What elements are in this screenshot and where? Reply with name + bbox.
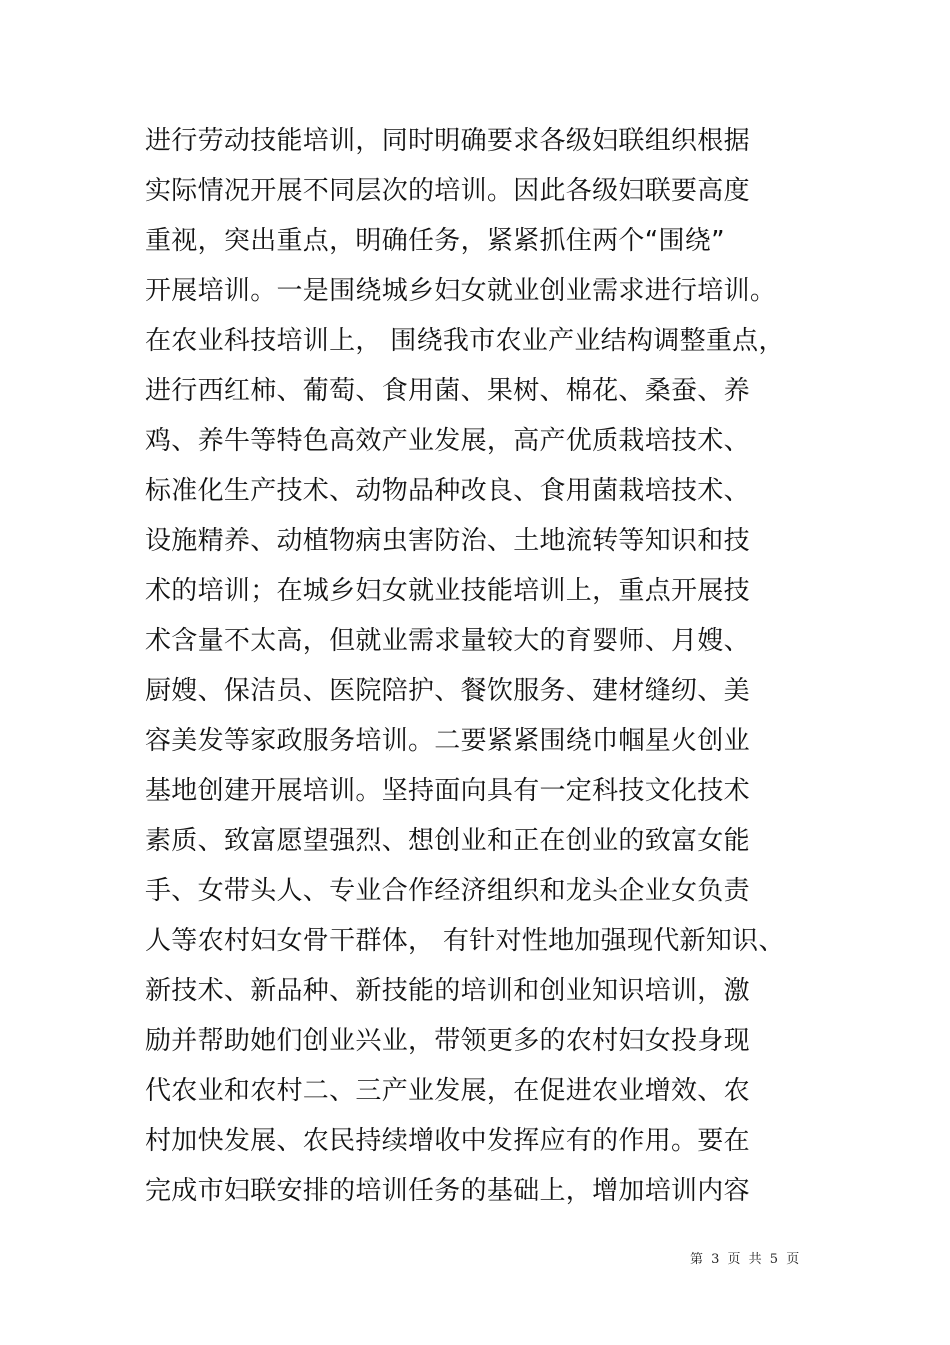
text-line: 村加快发展、农民持续增收中发挥应有的作用。要在 xyxy=(145,1126,750,1156)
text-line: 术含量不太高，但就业需求量较大的育婴师、月嫂、 xyxy=(145,626,750,656)
page-number-footer: 第 3 页 共 5 页 xyxy=(690,1252,802,1267)
text-line: 标准化生产技术、动物品种改良、食用菌栽培技术、 xyxy=(145,476,750,506)
text-line: 重视，突出重点，明确任务，紧紧抓住两个“围绕” xyxy=(145,226,725,256)
text-line: 厨嫂、保洁员、医院陪护、餐饮服务、建材缝纫、美 xyxy=(145,676,750,706)
text-line: 进行劳动技能培训，同时明确要求各级妇联组织根据 xyxy=(145,126,750,156)
text-line: 励并帮助她们创业兴业，带领更多的农村妇女投身现 xyxy=(145,1026,750,1056)
text-line: 开展培训。一是围绕城乡妇女就业创业需求进行培训。 xyxy=(145,276,777,306)
text-line: 在农业科技培训上， 围绕我市农业产业结构调整重点， xyxy=(145,326,785,356)
text-line: 术的培训；在城乡妇女就业技能培训上，重点开展技 xyxy=(145,576,750,606)
text-line: 手、女带头人、专业合作经济组织和龙头企业女负责 xyxy=(145,876,750,906)
body-text xyxy=(145,116,825,1216)
text-line: 实际情况开展不同层次的培训。因此各级妇联要高度 xyxy=(145,176,750,206)
text-line: 人等农村妇女骨干群体， 有针对性地加强现代新知识、 xyxy=(145,926,785,956)
text-line: 容美发等家政服务培训。二要紧紧围绕巾帼星火创业 xyxy=(145,726,750,756)
text-line: 代农业和农村二、三产业发展，在促进农业增效、农 xyxy=(145,1076,750,1106)
text-line: 素质、致富愿望强烈、想创业和正在创业的致富女能 xyxy=(145,826,750,856)
text-line: 基地创建开展培训。坚持面向具有一定科技文化技术 xyxy=(145,776,750,806)
text-line: 鸡、养牛等特色高效产业发展，高产优质栽培技术、 xyxy=(145,426,750,456)
text-line: 设施精养、动植物病虫害防治、土地流转等知识和技 xyxy=(145,526,750,556)
text-line: 新技术、新品种、新技能的培训和创业知识培训，激 xyxy=(145,976,750,1006)
text-line: 进行西红柿、葡萄、食用菌、果树、棉花、桑蚕、养 xyxy=(145,376,750,406)
text-line: 完成市妇联安排的培训任务的基础上，增加培训内容 xyxy=(145,1176,750,1206)
